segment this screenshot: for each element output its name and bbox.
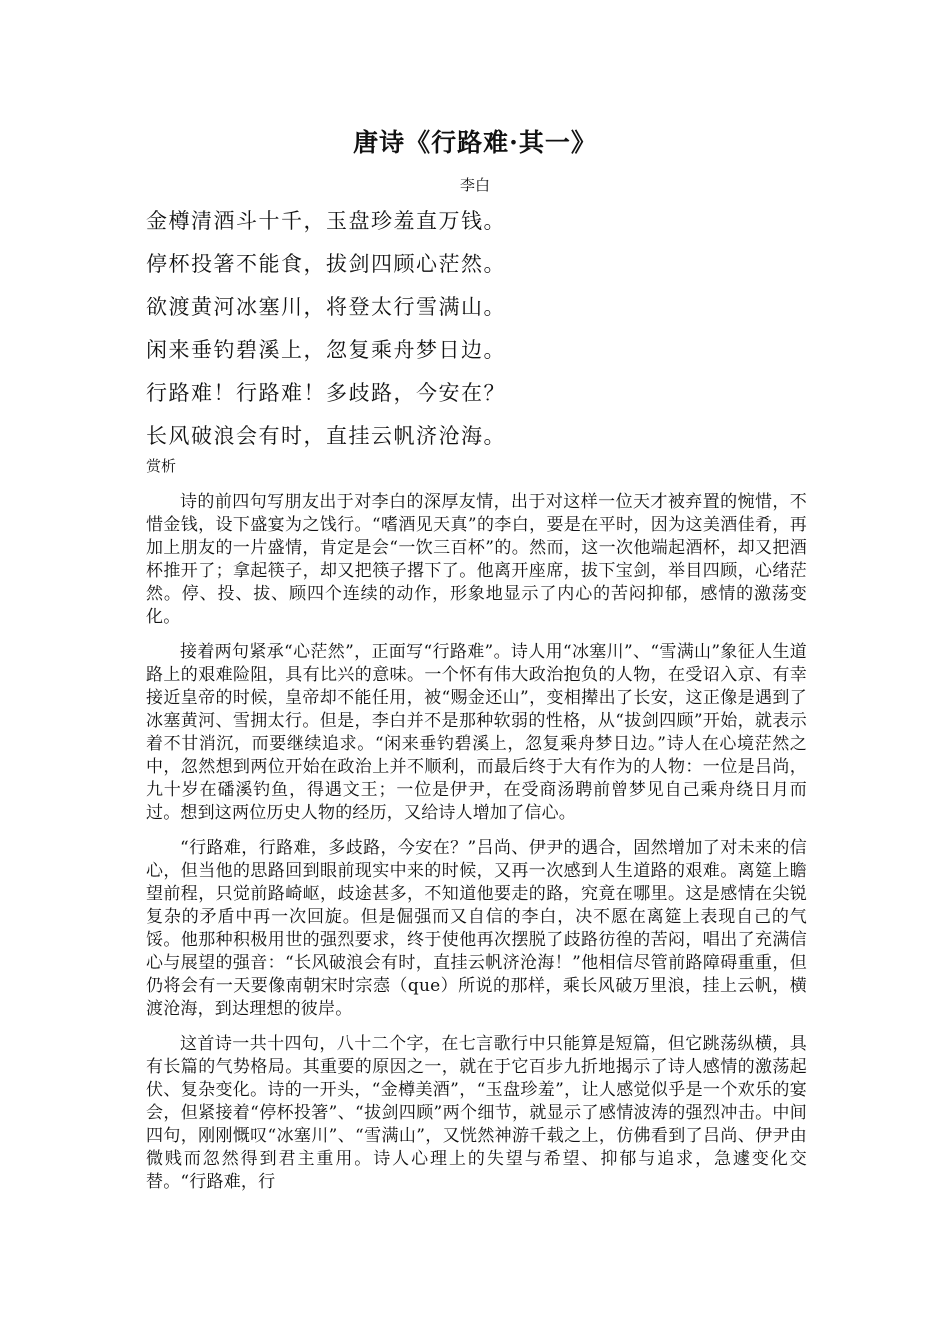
poem-line: 长风破浪会有时，直挂云帆济沧海。 — [146, 424, 506, 448]
commentary-paragraph: 接着两句紧承“心茫然”，正面写“行路难”。诗人用“冰塞川”、“雪满山”象征人生道路上的艰难险阻，具有比兴的意味。一个怀有伟大政治抱负的人物，在受诏入京、有幸接近皇帝的时候，皇帝却不能任用，被“赐金还山”，变相撵出了长安，这正像是遇到了冰塞黄河、雪拥太行。但是，李白并不是那种软弱的性格，从“拔剑四顾”开始，就表示着不甘消沉，而要继续追求。“闲来垂钓碧溪上，忽复乘舟梦日边。”诗人在心境茫然之中，忽然想到两位开始在政治上并不顺利，而最后终于大有作为的人物：一位是吕尚，九十岁在磻溪钓鱼，得遇文王；一位是伊尹，在受商汤聘前曾梦见自己乘舟绕日月而过。想到这两位历史人物的经历，又给诗人增加了信心。 — [146, 642, 807, 823]
poem-line: 金樽清酒斗十千，玉盘珍羞直万钱。 — [146, 209, 506, 233]
poem-line: 停杯投箸不能食，拔剑四顾心茫然。 — [146, 252, 506, 276]
commentary-paragraph: “行路难，行路难，多歧路，今安在？”吕尚、伊尹的遇合，固然增加了对未来的信心，但当他的思路回到眼前现实中来的时候，又再一次感到人生道路的艰难。离筵上瞻望前程，只觉前路崎岖，歧途甚多，不知道他要走的路，究竟在哪里。这是感情在尖锐复杂的矛盾中再一次回旋。但是倔强而又自信的李白，决不愿在离筵上表现自己的气馁。他那种积极用世的强烈要求，终于使他再次摆脱了歧路彷徨的苦闷，唱出了充满信心与展望的强音：“长风破浪会有时，直挂云帆济沧海！”他相信尽管前路障碍重重，但仍将会有一天要像南朝宋时宗悫（que）所说的那样，乘长风破万里浪，挂上云帆，横渡沧海，到达理想的彼岸。 — [146, 838, 807, 1019]
poem-line: 欲渡黄河冰塞川，将登太行雪满山。 — [146, 295, 506, 319]
commentary-paragraph: 诗的前四句写朋友出于对李白的深厚友情，出于对这样一位天才被弃置的惋惜，不惜金钱，设下盛宴为之饯行。“嗜酒见天真”的李白，要是在平时，因为这美酒佳肴，再加上朋友的一片盛情，肯定是会“一饮三百杯”的。然而，这一次他端起酒杯，却又把酒杯推开了；拿起筷子，却又把筷子撂下了。他离开座席，拔下宝剑，举目四顾，心绪茫然。停、投、拔、顾四个连续的动作，形象地显示了内心的苦闷抑郁，感情的激荡变化。 — [146, 492, 807, 627]
commentary-body — [146, 491, 807, 1206]
poem-line: 行路难！行路难！多歧路，今安在？ — [146, 381, 506, 405]
poem-line: 闲来垂钓碧溪上，忽复乘舟梦日边。 — [146, 338, 506, 362]
commentary-paragraph: 这首诗一共十四句，八十二个字，在七言歌行中只能算是短篇，但它跳荡纵横，具有长篇的气势格局。其重要的原因之一，就在于它百步九折地揭示了诗人感情的激荡起伏、复杂变化。诗的一开头，“金樽美酒”，“玉盘珍羞”，让人感觉似乎是一个欢乐的宴会，但紧接着“停杯投箸”、“拔剑四顾”两个细节，就显示了感情波涛的强烈冲击。中间四句，刚刚慨叹“冰塞川”、“雪满山”，又恍然神游千载之上，仿佛看到了吕尚、伊尹由微贱而忽然得到君主重用。诗人心理上的失望与希望、抑郁与追求，急遽变化交替。“行路难，行 — [146, 1034, 807, 1192]
poem-body — [146, 204, 826, 462]
document-title: 唐诗《行路难·其一》 — [353, 128, 597, 157]
poem-author: 李白 — [459, 176, 490, 194]
appreciation-heading: 赏析 — [146, 457, 177, 475]
